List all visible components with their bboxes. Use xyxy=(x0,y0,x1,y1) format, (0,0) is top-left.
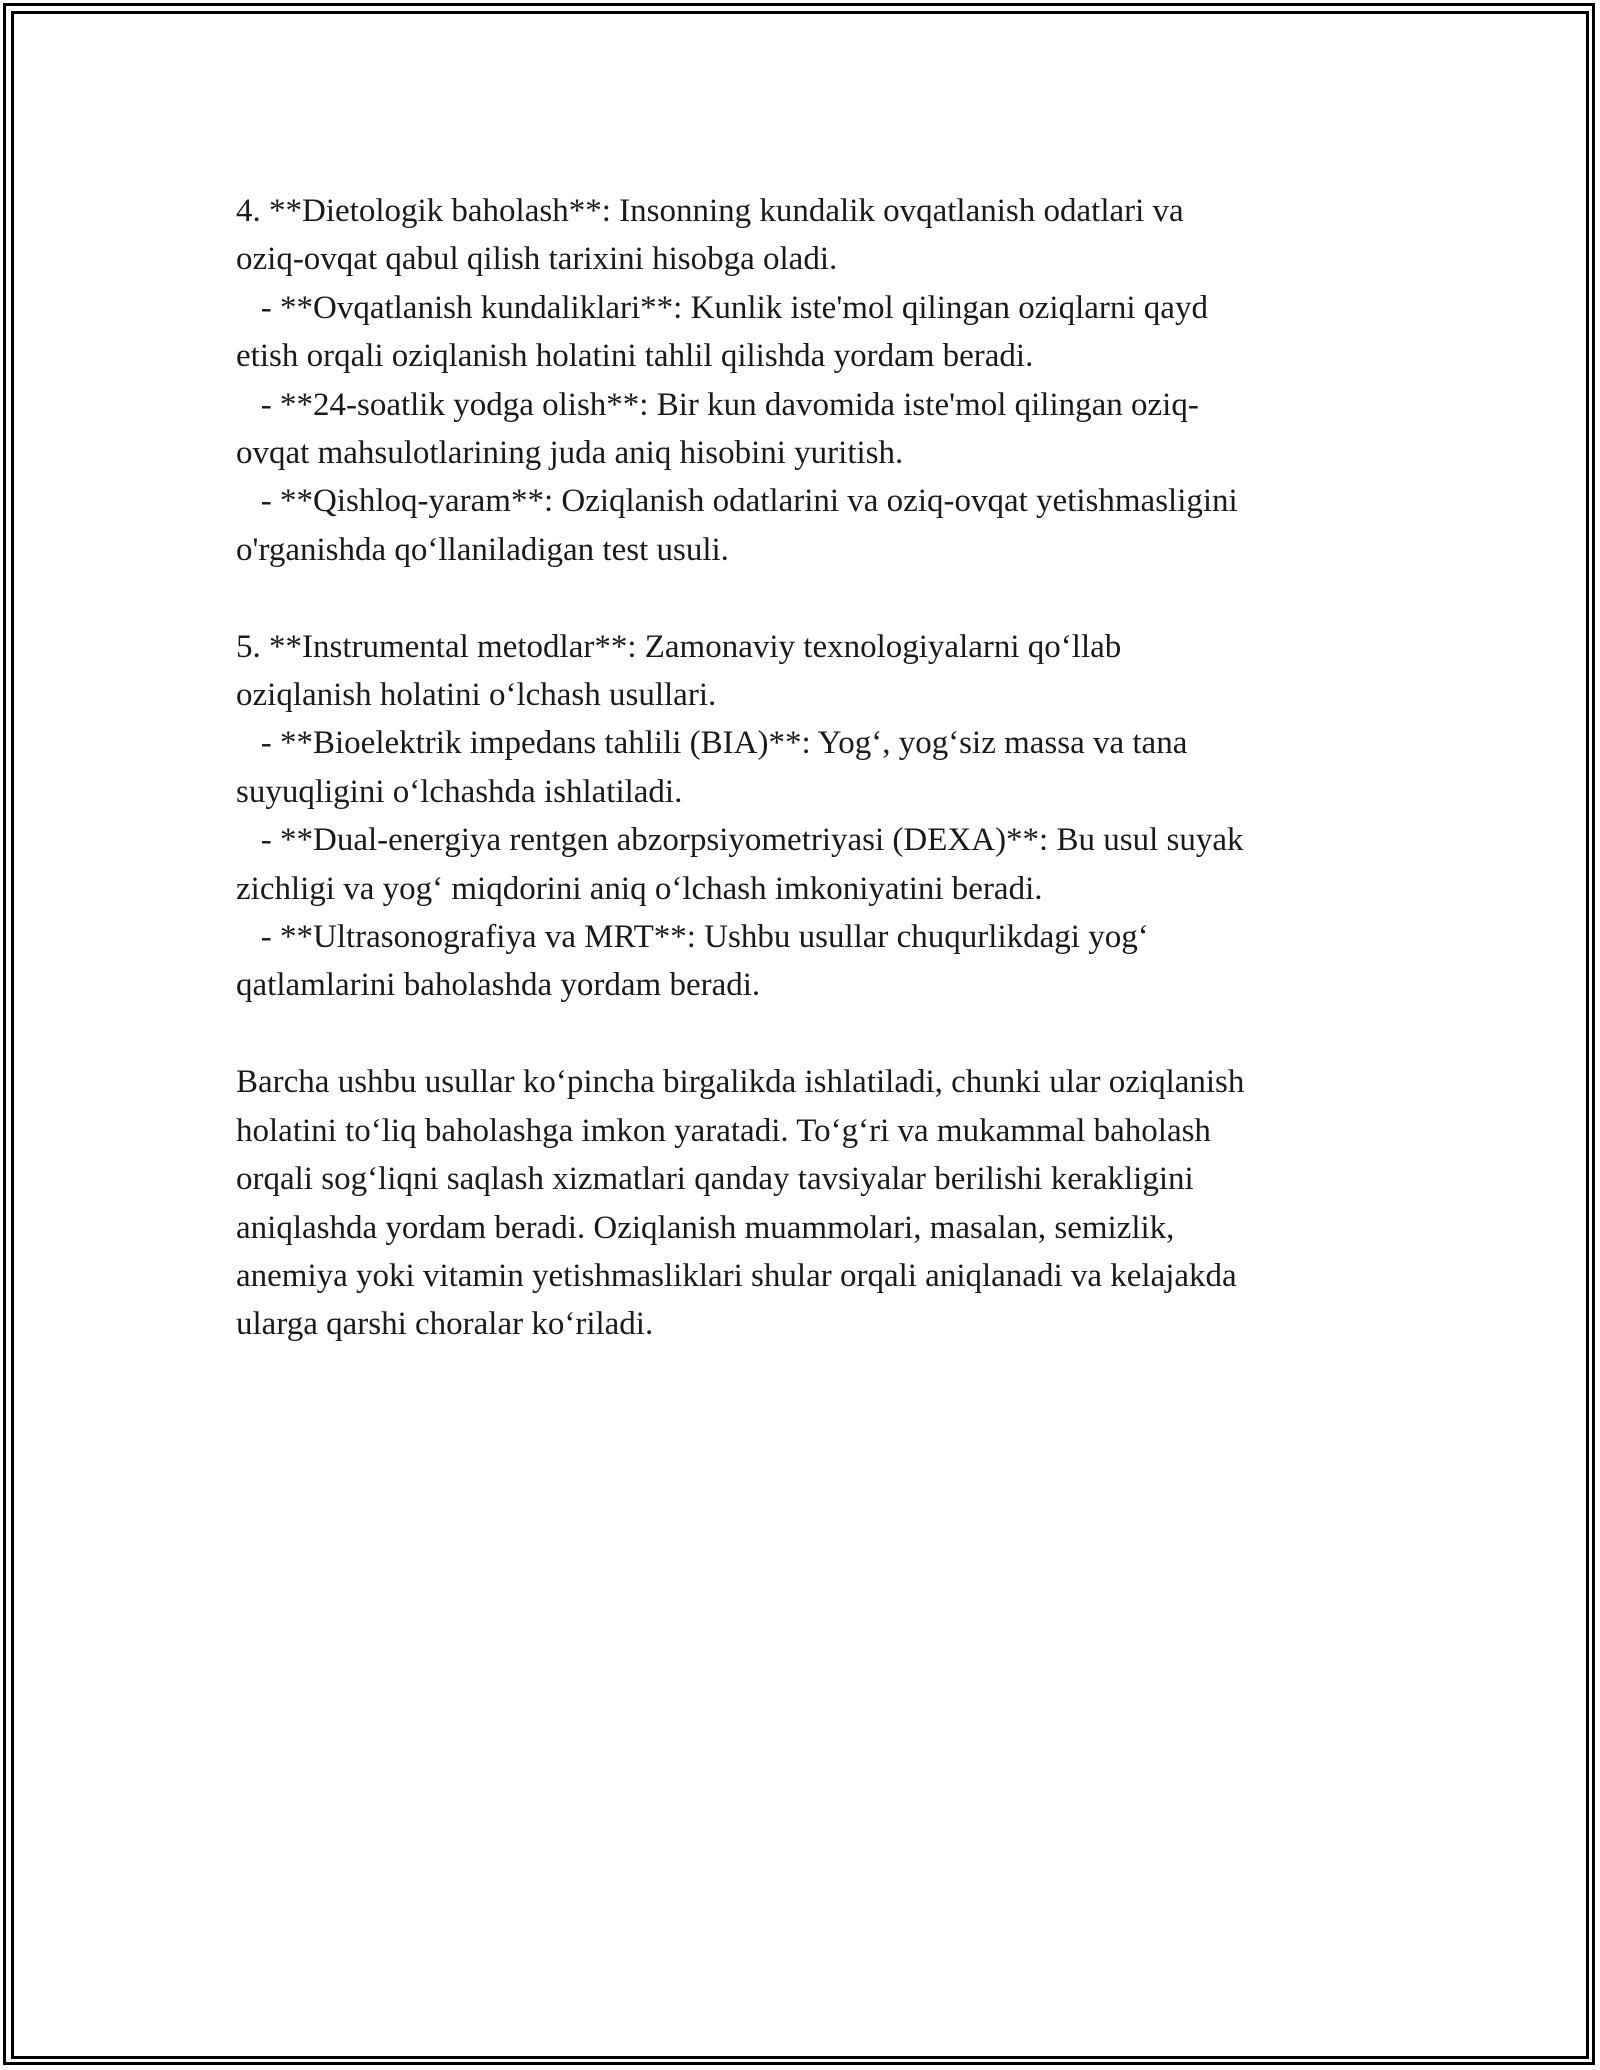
text-line: ovqat mahsulotlarining juda aniq hisobini yuritish. xyxy=(236,435,904,472)
text-line: zichligi va yog‘ miqdorini aniq o‘lchash imkoniyatini beradi. xyxy=(236,870,1043,907)
text-line: ularga qarshi choralar ko‘riladi. xyxy=(236,1306,654,1343)
paragraph-gap xyxy=(236,574,1364,622)
text-line: - **Dual-energiya rentgen abzorpsiyometriyasi (DEXA)**: Bu usul suyak xyxy=(236,822,1244,859)
text-line: - **Bioelektrik impedans tahlili (BIA)**: Yog‘, yog‘siz massa va tana xyxy=(236,725,1188,762)
text-line: orqali sog‘liqni saqlash xizmatlari qanday tavsiyalar berilishi kerakligini xyxy=(236,1161,1194,1198)
text-line: anemiya yoki vitamin yetishmasliklari shular orqali aniqlanadi va kelajakda xyxy=(236,1257,1237,1294)
text-line: holatini to‘liq baholashga imkon yaratadi. To‘g‘ri va mukammal baholash xyxy=(236,1112,1211,1149)
text-line: Barcha ushbu usullar ko‘pincha birgalikda ishlatiladi, chunki ular oziqlanish xyxy=(236,1064,1245,1101)
paragraph-gap xyxy=(236,1010,1364,1058)
text-line: - **Ovqatlanish kundaliklari**: Kunlik iste'mol qilingan oziqlarni qayd xyxy=(236,289,1208,326)
text-line: suyuqligini o‘lchashda ishlatiladi. xyxy=(236,773,683,810)
text-line: aniqlashda yordam beradi. Oziqlanish muammolari, masalan, semizlik, xyxy=(236,1209,1175,1246)
text-line: - **Qishloq-yaram**: Oziqlanish odatlarini va oziq-ovqat yetishmasligini xyxy=(236,483,1238,520)
text-line: oziq-ovqat qabul qilish tarixini hisobga oladi. xyxy=(236,241,838,278)
text-line: o'rganishda qo‘llaniladigan test usuli. xyxy=(236,531,729,568)
text-line: - **24-soatlik yodga olish**: Bir kun davomida iste'mol qilingan oziq- xyxy=(236,386,1199,423)
document-body xyxy=(236,187,1364,1349)
text-line: etish orqali oziqlanish holatini tahlil qilishda yordam beradi. xyxy=(236,338,1034,375)
text-line: - **Ultrasonografiya va MRT**: Ushbu usullar chuqurlikdagi yog‘ xyxy=(236,919,1149,956)
text-line: qatlamlarini baholashda yordam beradi. xyxy=(236,967,761,1004)
text-line: 5. **Instrumental metodlar**: Zamonaviy texnologiyalarni qo‘llab xyxy=(236,628,1122,665)
text-line: 4. **Dietologik baholash**: Insonning kundalik ovqatlanish odatlari va xyxy=(236,193,1184,229)
text-line: oziqlanish holatini o‘lchash usullari. xyxy=(236,677,717,714)
